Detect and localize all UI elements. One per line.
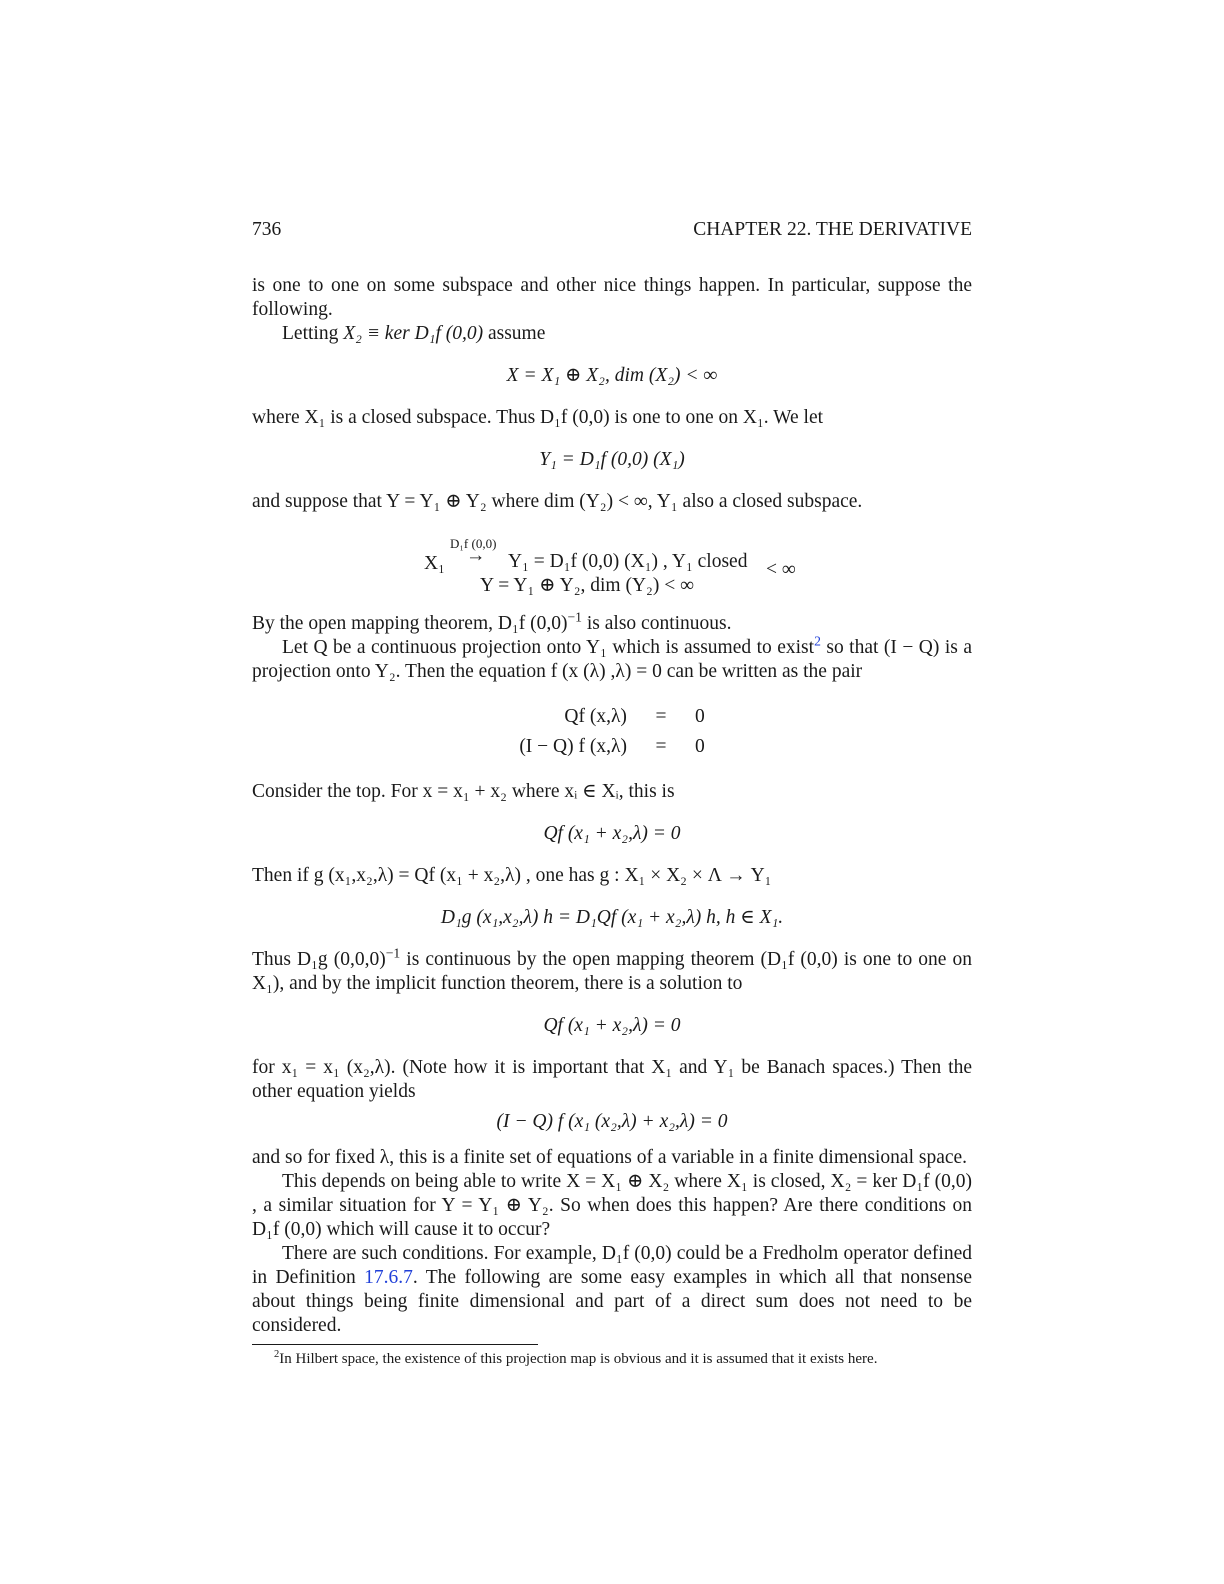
display-equation-5: Qf (x₁ + x₂,λ) = 0 xyxy=(543,1015,681,1036)
paragraph-11: and so for fixed λ, this is a finite set of equations of a variable in a finite dimensional space. xyxy=(252,1147,968,1168)
paragraph-1: is one to one on some subspace and other nice things happen. In particular, suppose the following. xyxy=(252,275,972,320)
paragraph-10: for x₁ = x₁ (x₂,λ). (Note how it is important that X₁ and Y₁ be Banach spaces.) Then the other equation yields xyxy=(252,1057,972,1102)
map-line-2: Y = Y₁ ⊕ Y₂, dim (Y₂) < ∞ xyxy=(480,575,694,596)
paragraph-12: This depends on being able to write X = X₁ ⊕ X₂ where X₁ is closed, X₂ = ker D₁f (0,0) , a similar situation for Y = Y₁ ⊕ Y₂. So when does this happen? Are there conditions on D₁f (0,0) which will cause it to occur? xyxy=(252,1171,972,1240)
equation-row: Qf (x,λ) = 0 xyxy=(564,706,705,727)
display-equation-2: Y₁ = D₁f (0,0) (X₁) xyxy=(539,449,685,470)
chapter-title: CHAPTER 22. THE DERIVATIVE xyxy=(693,219,972,240)
paragraph-5: By the open mapping theorem, D₁f $(0,0)^{-1}$ is also continuous. xyxy=(252,609,732,634)
definition-link[interactable]: 17.6.7 xyxy=(364,1267,413,1288)
footnote-text: In Hilbert space, the existence of this projection map is obvious and it is assumed that it exists here. xyxy=(279,1351,878,1367)
paragraph-13: There are such conditions. For example, D₁f (0,0) could be a Fredholm operator defined in Definition 17.6.7. The following are some easy examples in which all that nonsense about things being finite dimensional and part of a direct sum does not need to be considered. xyxy=(252,1243,972,1336)
display-equation-6: (I − Q) f (x₁ (x₂,λ) + x₂,λ) = 0 xyxy=(496,1111,728,1132)
paragraph-2: Letting X₂ ≡ ker D₁f (0,0) assume xyxy=(282,323,546,344)
footnote xyxy=(252,1349,972,1369)
paragraph-4: and suppose that Y = Y₁ ⊕ Y₂ where dim (Y₂) < ∞, Y₁ also a closed subspace. xyxy=(252,491,863,512)
page xyxy=(252,218,972,1369)
footnote-rule xyxy=(252,1344,538,1345)
mapping-diagram xyxy=(252,530,972,600)
paragraph-7: Consider the top. For x = x₁ + x₂ where xᵢ ∈ Xᵢ, this is xyxy=(252,781,675,802)
footnote-number: 2 xyxy=(274,1349,280,1360)
inline-math: X₂ ≡ ker D₁f (0,0) xyxy=(343,323,484,344)
equation-row: (I − Q) f (x,λ) = 0 xyxy=(519,736,705,757)
page-number: 736 xyxy=(252,219,282,240)
map-line-1: Y₁ = D₁f (0,0) (X₁) , Y₁ closed xyxy=(508,551,748,572)
footnote-marker[interactable]: 2 xyxy=(814,633,821,649)
map-domain: X₁ xyxy=(424,553,445,574)
paragraph-9: Thus D₁g $(0,0,0)^{-1}$ is continuous by the open mapping theorem (D₁f (0,0) is one to one on X₁), and by the implicit function theorem, there is a solution to xyxy=(252,945,972,994)
map-arrow-label: D₁f (0,0) xyxy=(450,536,497,551)
paragraph-8: Then if g (x₁,x₂,λ) = Qf (x₁ + x₂,λ) , one has g : X₁ × X₂ × Λ → Y₁ xyxy=(252,865,772,886)
map-right-note: < ∞ xyxy=(766,559,796,580)
paragraph-3: where X₁ is a closed subspace. Thus D₁f (0,0) is one to one on X₁. We let xyxy=(252,407,824,428)
display-equation-3: Qf (x₁ + x₂,λ) = 0 xyxy=(543,823,681,844)
display-equation-1: X = X₁ ⊕ X₂, dim (X₂) < ∞ xyxy=(506,365,718,386)
display-equation-4: D₁g (x₁,x₂,λ) h = D₁Qf (x₁ + x₂,λ) h, h ∈ X₁. xyxy=(440,907,784,928)
map-arrow: → xyxy=(466,545,486,566)
equation-pair xyxy=(509,702,714,762)
paragraph-6: Let Q be a continuous projection onto Y₁ which is assumed to exist$^2$ so that (I − Q) is a projection onto Y₂. Then the equation f (x (λ) ,λ) = 0 can be written as the pair xyxy=(252,633,972,682)
running-header xyxy=(252,218,972,244)
